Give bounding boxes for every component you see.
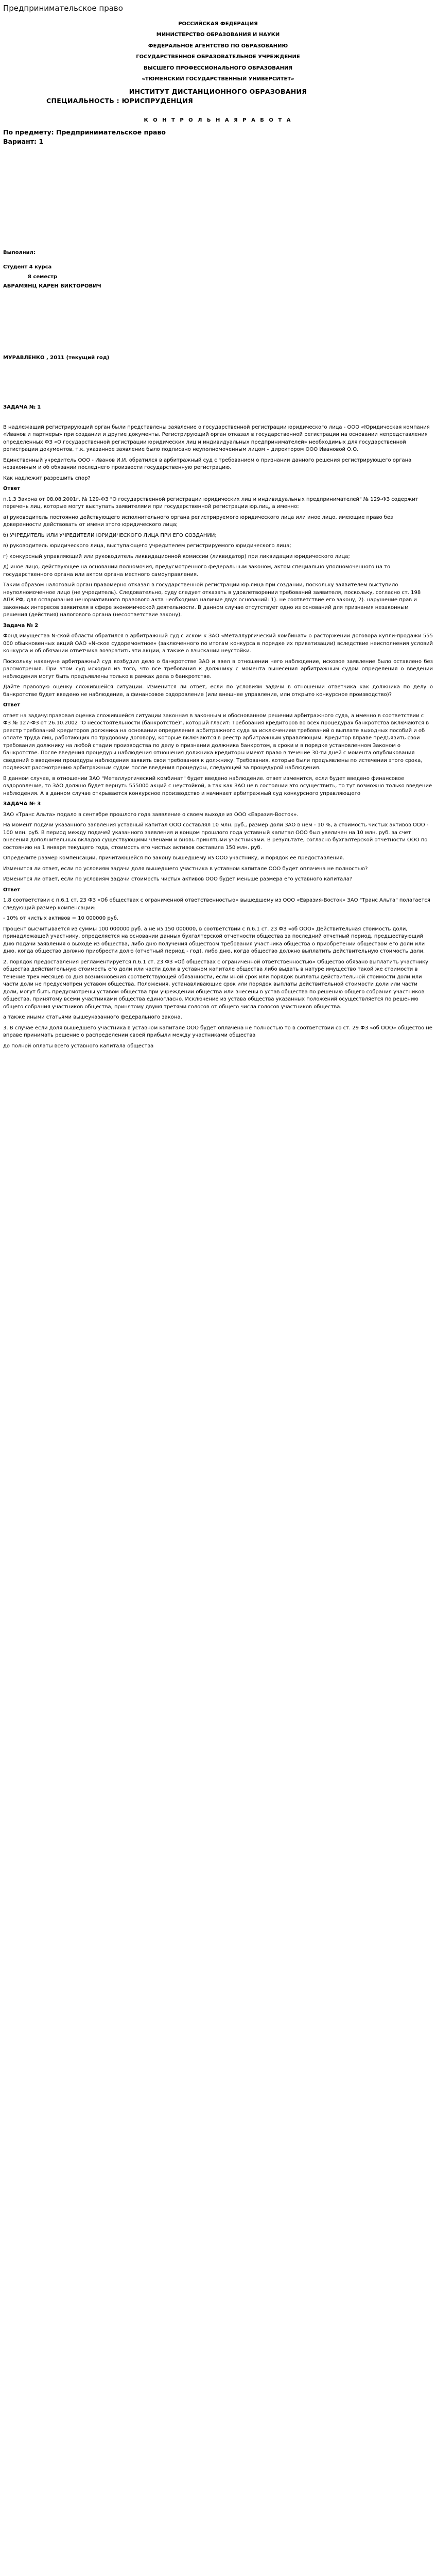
task-3-answer-3: Процент высчитывается из суммы 100 000000 руб. а не из 150 000000, в соответствии с п.6.1 ст. 23 ФЗ «об ООО» Действительная стоимость доли, принадлежащей участнику, определяется на основании данных бухгалтерской отчетности общества за последний отчетный период, предшествующий дню подачи заявления о выходе из общества, либо дню получения обществом требования участника общества о приобретении обществом его доли или дню, когда общество должно приобрести долю (отчетный период - год), либо дню, когда общество должно выплатить действительную стоимость доли. <box>3 926 425 955</box>
header-line-ministry: МИНИСТЕРСТВО ОБРАЗОВАНИЯ И НАУКИ <box>156 32 280 38</box>
task-3-answer-4: 2. порядок предоставления регламентируется п.6.1 ст. 23 ФЗ «Об обществах с ограниченной ответственностью» Общество обязано выплатить участнику общества действительную стоимость его доли или части доли в уставном капитале общества либо выдать в натуре имущество такой же стоимости в течение трех месяцев со дня возникновения соответствующей обязанности, если иной срок или порядок выплаты действительной стоимости доли или части доли не предусмотрен уставом общества. Положения, устанавливающие срок или порядок выплаты действительной стоимости доли или части доли, могут быть предусмотрены уставом общества при учреждении общества или внесены в устав общества по решению общего собрания участников общества, принятому всеми участниками общества единогласно. Исключение из устава общества указанных положений осуществляется по решению общего собрания участников общества, принятому двумя третями голосов от общего числа голосов участников общества. <box>3 959 429 1010</box>
task-3-answer-2: - 10% от чистых активов = 10 000000 руб. <box>3 916 119 922</box>
task-2-text-1: Фонд имущества N-ской области обратился в арбитражный суд с иском к ЗАО «Металлургический комбинат» о расторжении договора купли-продажи 555 000 обыкновенных акций ОАО «N-ское судоремонтное» (заключенного по итогам конкурса в порядке их приватизации) вследствие неисполнения условий конкурса и об обязании ответчика возвратить эти акции, а также о взыскании неустойки. <box>3 633 433 654</box>
work-type-label: К О Н Т Р О Л Ь Н А Я Р А Б О Т А <box>144 117 292 123</box>
header-line-institution-type: ГОСУДАРСТВЕННОЕ ОБРАЗОВАТЕЛЬНОЕ УЧРЕЖДЕНИЕ <box>136 54 300 60</box>
task-1-answer-1: п.1.3 Закона от 08.08.2001г. № 129-ФЗ "О государственной регистрации юридических лиц и индивидуальных предпринимателей" № 129-ФЗ содержит перечень лиц, которые могут выступать заявителями при государственной регистрации юр.лиц, а именно: <box>3 496 418 510</box>
task-1-answer-2: а) руководитель постоянно действующего исполнительного органа регистрируемого юридического лица или иное лицо, имеющие право без доверенности действовать от имени этого юридического лица; <box>3 514 393 528</box>
author-done-label: Выполнил: <box>3 249 36 256</box>
variant-line: Вариант: 1 <box>3 137 44 145</box>
task-1 <box>3 404 433 619</box>
task-2-text-2: Поскольку накануне арбитражный суд возбудил дело о банкротстве ЗАО и ввел в отношении него наблюдение, исковое заявление было оставлено без рассмотрения. При этом суд исходил из того, что все требования к должнику с момента вынесения арбитражным судом определения о введении наблюдения могут быть предъявлены только в рамках дела о банкротстве. <box>3 658 433 680</box>
task-1-answer-4: в) руководитель юридического лица, выступающего учредителем регистрируемого юридического лица; <box>3 543 291 549</box>
task-1-answer-5: г) конкурсный управляющий или руководитель ликвидационной комиссии (ликвидатор) при ликвидации юридического лица; <box>3 553 350 560</box>
task-2-text-3: Дайте правовую оценку сложившейся ситуации. Изменится ли ответ, если по условиям задачи в отношении ответчика как должника по делу о банкротстве будет введено не наблюдение, а финансовое оздоровление (или внешнее управление, или открыто конкурсное производство)? <box>3 684 433 698</box>
task-3-text-4: Изменится ли ответ, если по условиям задачи доля вышедшего участника в уставном капитале ООО будет оплачена не полностью? <box>3 866 368 872</box>
document-title: Предпринимательское право <box>3 4 123 13</box>
task-2 <box>3 622 433 798</box>
task-2-answer-2: В данном случае, в отношении ЗАО "Металлургический комбинат" будет введено наблюдение. ответ изменится, если будет введено финансовое оздоровление, то ЗАО должно будет вернуть 555000 акций с неустойкой, а так как ЗАО не в состоянии это осуществить, то тут возможно только введение наблюдения. А в данном случае открывается конкурсное производство и начинает арбитражный суд конкурсного управляющего <box>3 775 432 796</box>
task-1-answer-title: Ответ <box>3 486 21 492</box>
task-3-text-1: ЗАО «Транс Альта» подало в сентябре прошлого года заявление о своем выходе из ООО «Евразия-Восток». <box>3 811 299 818</box>
task-3 <box>3 801 433 1050</box>
task-2-title: Задача № 2 <box>3 622 39 629</box>
subject-line: По предмету: Предпринимательское право <box>3 128 166 136</box>
task-1-answer-3: б) УЧРЕДИТЕЛЬ ИЛИ УЧРЕДИТЕЛИ ЮРИДИЧЕСКОГО ЛИЦА ПРИ ЕГО СОЗДАНИИ; <box>3 532 217 538</box>
author-course: Студент 4 курса <box>3 264 52 270</box>
author-block <box>3 249 433 291</box>
author-name: АБРАМЯНЦ КАРЕН ВИКТОРОВИЧ <box>3 283 101 290</box>
task-1-text-3: Как надлежит разрешить спор? <box>3 475 91 481</box>
task-1-answer-7: Таким образом налоговый орган правомерно отказал в государственной регистрации юр.лица при создании, поскольку заявителем выступило неуполномоченное лицо (не учредитель). Следовательно, суду следует отказать в удовлетворении требований заявителя, поскольку, согласно ст. 198 АПК РФ, для оспаривания ненормативного правового акта необходимо наличие двух оснований: 1). не соответствие его закону, 2). нарушение прав и законных интересов заявителя в сфере экономической деятельности. В данном случае отсутствует одно из оснований для признания незаконным решения (действия) налогового органа (несоответствие закону). <box>3 582 421 618</box>
document-page <box>0 0 436 1074</box>
task-3-answer-1: 1.8 соответствии с п.6.1 ст. 23 ФЗ «Об обществах с ограниченной ответственностью» вышедшему из ООО «Евразия-Восток» ЗАО "Транс Альта" полагается следующий размер компенсации: <box>3 897 430 911</box>
task-3-text-3: Определите размер компенсации, причитающейся по закону вышедшему из ООО участнику, и порядок ее предоставления. <box>3 855 344 861</box>
specialty: СПЕЦИАЛЬНОСТЬ : ЮРИСПРУДЕНЦИЯ <box>46 96 194 105</box>
task-3-title: ЗАДАЧА № 3 <box>3 801 41 807</box>
institute-name: ИНСТИТУТ ДИСТАНЦИОННОГО ОБРАЗОВАНИЯ <box>129 87 307 95</box>
task-3-answer-7: до полной оплаты всего уставного капитала общества <box>3 1043 154 1049</box>
header-line-agency: ФЕДЕРАЛЬНОЕ АГЕНТСТВО ПО ОБРАЗОВАНИЮ <box>148 43 288 49</box>
task-2-answer-1: ответ на задачу:правовая оценка сложившейся ситуации законная в законным и обоснованном решении арбитражного суда, а именно в соответствии с ФЗ № 127-ФЗ от 26.10.2002 "О несостоятельности (банкротстве)", который гласит: Требования кредиторов во всех процедурах банкротства включаются в реестр требований кредиторов должника на основании определения арбитражного суда за исключением требований о выплате выходных пособий и об оплате труда лиц, работающих по трудовому договору, которые включаются в реестр арбитражным управляющим. Кредитор вправе предъявить свои требования должнику на любой стадии производства по делу о признании должника банкротом, в сроки и в порядке установленном Законом о банкротстве. После введения процедуры наблюдения отношения должника кредиторы имеют право в течение 30-ти дней с момента опубликования сведений о введении процедуры наблюдения заявить свои требования к должнику. Требования, которые были предъявлены по истечении этого срока, подлежат рассмотрению арбитражным судом после введения процедуры, следующей за процедурой наблюдения. <box>3 713 429 771</box>
task-3-answer-5: а также иными статьями вышеуказанного федерального закона. <box>3 1014 182 1021</box>
city-year: МУРАВЛЕНКО , 2011 (текущий год) <box>3 354 110 361</box>
task-3-answer-6: 3. В случае если доля вышедшего участника в уставном капитале ООО будет оплачена не полностью то в соответствии со ст. 29 ФЗ «об ООО» общество не вправе принимать решение о распределении своей прибыли между участниками общества <box>3 1025 432 1039</box>
task-3-text-5: Изменится ли ответ, если по условиям задачи стоимость чистых активов ООО будет меньше размера его уставного капитала? <box>3 876 353 883</box>
task-2-answer-title: Ответ <box>3 702 21 708</box>
task-1-text-1: В надлежащий регистрирующий орган были представлены заявление о государственной регистрации юридического лица - ООО «Юридическая компания «Иванов и партнеры» при создании и другие документы. Регистрирующий орган отказал в государственной регистрации на основании непредставления определенных ФЗ «О государственной регистрации юридических лиц и индивидуальных предпринимателей» необходимых для государственной регистрации документов, т.к. указанное заявление было подписано неуполномоченным лицом – директором ООО Ивановой О.О. <box>3 424 430 453</box>
task-3-answer-title: Ответ <box>3 887 21 893</box>
task-1-title: ЗАДАЧА № 1 <box>3 404 41 411</box>
author-semester: 8 семестр <box>28 274 57 280</box>
header-line-university: «ТЮМЕНСКИЙ ГОСУДАРСТВЕННЫЙ УНИВЕРСИТЕТ» <box>142 76 294 82</box>
header-line-country: РОССИЙСКАЯ ФЕДЕРАЦИЯ <box>178 21 258 27</box>
task-1-text-2: Единственный учредитель ООО - Иванов И.И. обратился в арбитражный суд с требованием о признании данного решения регистрирующего органа незаконным и об обязании последнего произвести государственную регистрацию. <box>3 457 412 471</box>
header-line-education-level: ВЫСШЕГО ПРОФЕССИОНАЛЬНОГО ОБРАЗОВАНИЯ <box>143 65 293 71</box>
task-3-text-2: На момент подачи указанного заявления уставный капитал ООО составлял 10 млн. руб., размер доли ЗАО в нем - 10 %, а стоимость чистых активов ООО - 100 млн. руб. В период между подачей указанного заявления и концом прошлого года уставный капитал ООО был увеличен на 10 млн. руб. за счет внесения дополнительных вкладов существующими членами и вновь принятыми участниками. В результате, согласно бухгалтерской отчетности ООО по состоянию на 1 января текущего года, стоимость его чистых активов составила 150 млн. руб. <box>3 822 429 851</box>
task-1-answer-6: д) иное лицо, действующее на основании полномочия, предусмотренного федеральным законом, актом специально уполномоченного на то государственного органа или актом органа местного самоуправления. <box>3 564 391 578</box>
institution-header <box>3 21 433 106</box>
